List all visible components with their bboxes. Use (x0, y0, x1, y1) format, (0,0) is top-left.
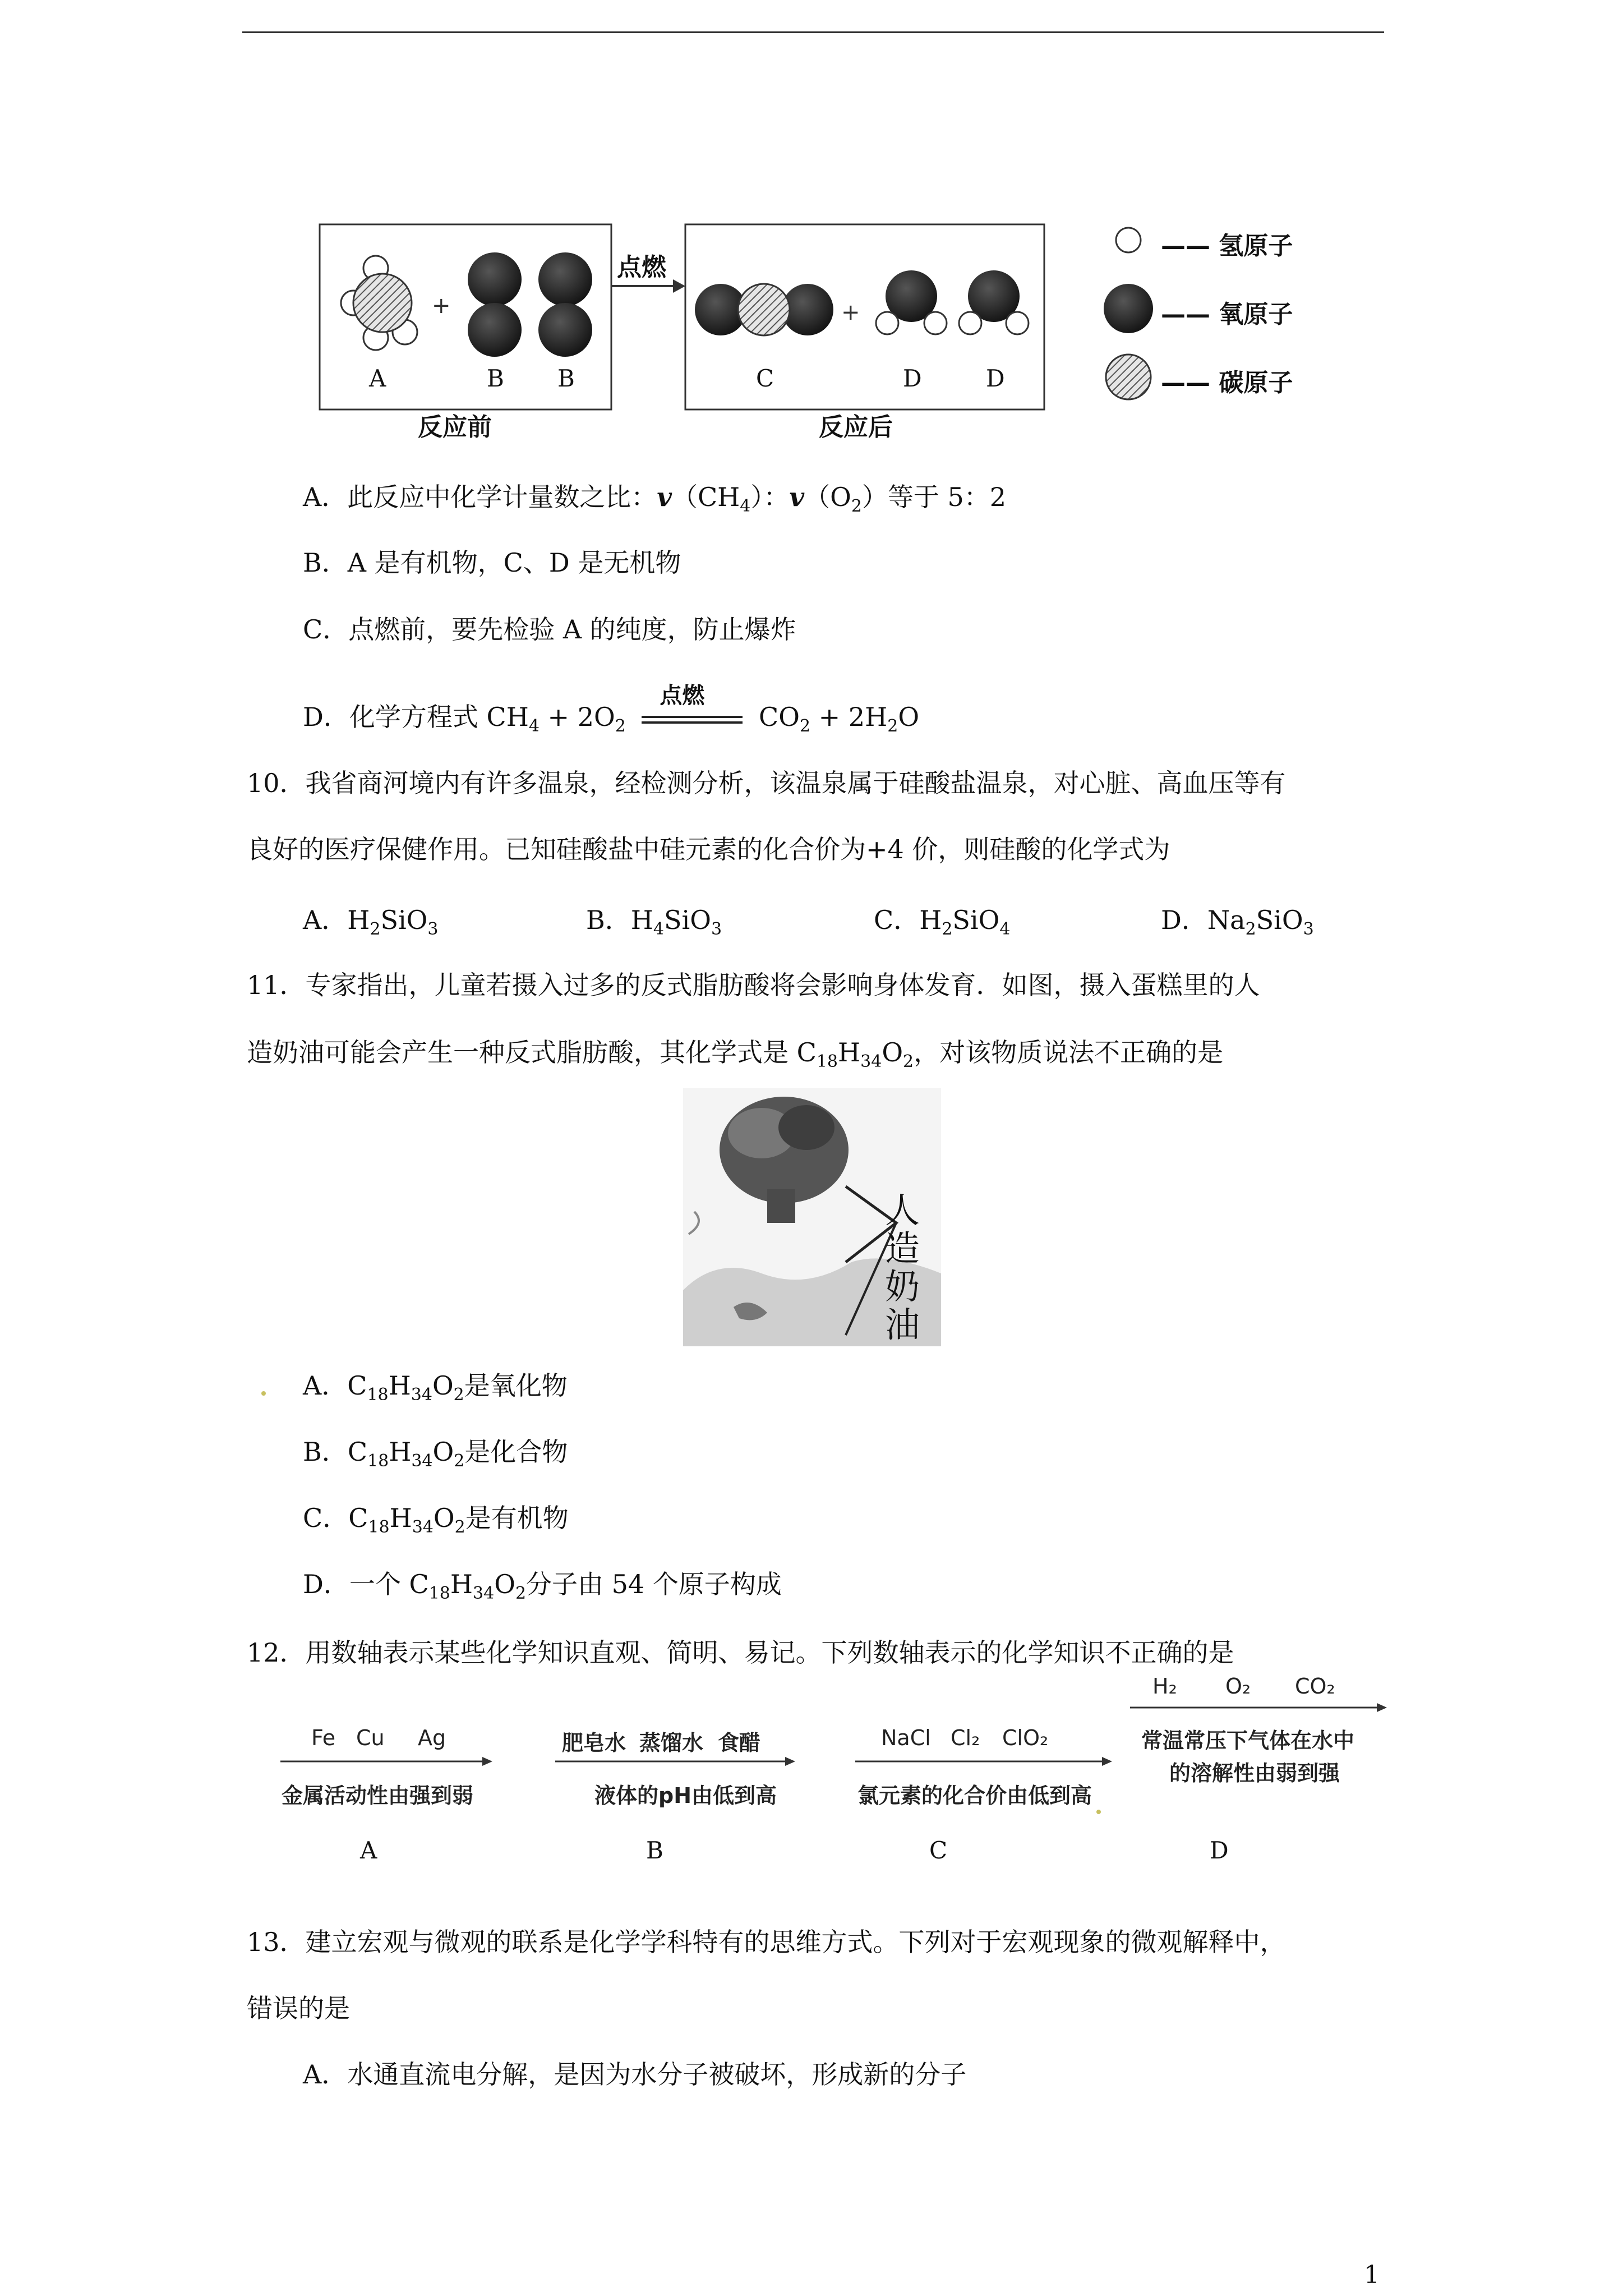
scan-dot (261, 1391, 266, 1396)
image-char-1: 人 (885, 1190, 920, 1231)
q12-line: 12．用数轴表示某些化学知识直观、简明、易记。下列数轴表示的化学知识不正确的是 (247, 1637, 1234, 1668)
reaction-condition: 点燃 (642, 708, 743, 730)
number-line-b: 肥皂水 蒸馏水 食醋 液体的pH由低到高 B (555, 1717, 796, 1829)
page-number: 1 (1364, 2261, 1380, 2289)
arrow-label: 点燃 (617, 253, 666, 282)
label-b1: B (487, 365, 504, 392)
number-line-c: NaCl Cl₂ ClO₂ 氯元素的化合价由低到高 C (855, 1717, 1113, 1829)
q10-option-a: A．$H_2SiO_3$ (303, 905, 439, 939)
q10-line2: 良好的医疗保健作用。已知硅酸盐中硅元素的化合价为+4 价，则硅酸的化学式为 (247, 834, 1170, 864)
header-rule (242, 31, 1384, 33)
q10-line1: 10．我省商河境内有许多温泉，经检测分析，该温泉属于硅酸盐温泉，对心脏、高血压等有 (247, 768, 1286, 798)
q10-option-c: C．$H_2SiO_4$ (874, 905, 1011, 939)
q11-option-d: D．一个 $C_{18}H_{34}O_2$分子由 54 个原子构成 (303, 1569, 782, 1603)
legend-oxygen: —— 氧原子 (1161, 300, 1293, 329)
image-char-3: 奶 (885, 1266, 920, 1307)
label-b2: B (557, 365, 575, 392)
q9-option-d: D．化学方程式 $CH_4 + 2O_2$ 点燃 $CO_2 + 2H_2O$ (303, 683, 920, 736)
label-c: C (756, 365, 774, 392)
svg-text:+: + (432, 293, 451, 319)
scan-dot-2 (1096, 1810, 1101, 1814)
q11-line1: 11．专家指出，儿童若摄入过多的反式脂肪酸将会影响身体发育．如图，摄入蛋糕里的人 (247, 970, 1260, 1000)
q9-option-b: B．A 是有机物，C、D 是无机物 (303, 547, 681, 578)
q11-option-b: B．$C_{18}H_{34}O_2$是化合物 (303, 1437, 568, 1471)
image-char-2: 造 (885, 1228, 920, 1269)
q13-option-a: A．水通直流电分解，是因为水分子被破坏，形成新的分子 (303, 2059, 967, 2090)
cake-photo (683, 1088, 941, 1346)
svg-text:+: + (841, 300, 860, 325)
legend-hydrogen: —— 氢原子 (1161, 232, 1293, 260)
label-a: A (369, 365, 386, 392)
label-d1: D (903, 365, 922, 392)
q9-option-a: A．此反应中化学计量数之比：$v(CH_4)$：$v(O_2)$等于 5：2 (303, 482, 1007, 516)
label-d2: D (986, 365, 1005, 392)
q11-option-c: C．$C_{18}H_{34}O_2$是有机物 (303, 1503, 569, 1537)
q9-option-c: C．点燃前，要先检验 A 的纯度，防止爆炸 (303, 614, 796, 645)
q13-line1: 13．建立宏观与微观的联系是化学学科特有的思维方式。下列对于宏观现象的微观解释中， (247, 1927, 1286, 1957)
q11-line2: 造奶油可能会产生一种反式脂肪酸，其化学式是 $C_{18}H_{34}O_2$，对该物质说法不正确的是 (247, 1037, 1224, 1071)
legend-carbon: —— 碳原子 (1161, 369, 1293, 397)
q13-line2: 错误的是 (247, 1993, 350, 2023)
reaction-figure (314, 213, 1368, 449)
number-line-a: Fe Cu Ag 金属活动性由强到弱 A (280, 1717, 494, 1829)
number-line-d: H₂ O₂ CO₂ 常温常压下气体在水中 的溶解性由弱到强 D (1130, 1672, 1388, 1829)
image-char-4: 油 (885, 1304, 920, 1345)
after-caption: 反应后 (819, 413, 893, 441)
q11-option-a: A．$C_{18}H_{34}O_2$是氧化物 (303, 1370, 568, 1405)
q10-option-d: D．$Na_2SiO_3$ (1161, 905, 1314, 939)
before-caption: 反应前 (418, 413, 492, 441)
q10-option-b: B．$H_4SiO_3$ (586, 905, 722, 939)
